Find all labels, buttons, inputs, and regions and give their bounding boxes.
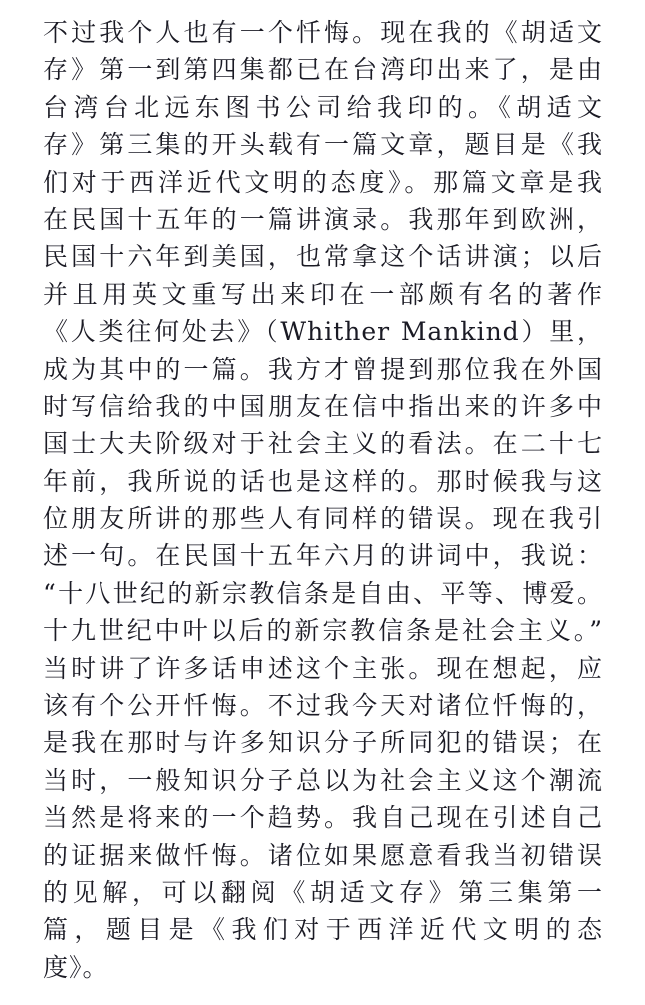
text-line: 度》。 [43,952,109,982]
article-body [43,14,603,986]
text-line: 不过我个人也有一个忏悔。现在我的《胡适文 [43,18,603,47]
text-line: 是我在那时与许多知识分子所同犯的错误；在 [43,728,603,758]
text-line: 《人类往何处去》（Whither Mankind）里， [43,317,603,347]
text-line: 时写信给我的中国朋友在信中指出来的许多中 [43,391,603,421]
text-line: 存》第三集的开头载有一篇文章，题目是《我 [43,130,603,160]
text-line: 的证据来做忏悔。诸位如果愿意看我当初错误 [43,840,603,870]
text-line: 成为其中的一篇。我方才曾提到那位我在外国 [43,354,603,384]
text-line: 存》第一到第四集都已在台湾印出来了，是由 [43,55,603,85]
text-line: 当然是将来的一个趋势。我自己现在引述自己 [43,803,603,833]
text-line: 位朋友所讲的那些人有同样的错误。现在我引 [43,504,603,534]
text-line: 年前，我所说的话也是这样的。那时候我与这 [43,466,603,496]
text-line: 台湾台北远东图书公司给我印的。《胡适文 [43,92,603,122]
text-line: 们对于西洋近代文明的态度》。那篇文章是我 [43,167,603,197]
text-line: 在民国十五年的一篇讲演录。我那年到欧洲， [43,204,603,234]
text-line: 十九世纪中叶以后的新宗教信条是社会主义。” [43,616,603,646]
text-line: 当时讲了许多话申述这个主张。现在想起，应 [43,653,603,683]
text-line: 篇，题目是《我们对于西洋近代文明的态 [43,915,603,945]
text-line: 当时，一般知识分子总以为社会主义这个潮流 [43,765,603,795]
text-line: 国士大夫阶级对于社会主义的看法。在二十七 [43,429,603,459]
text-line: 民国十六年到美国，也常拿这个话讲演；以后 [43,242,603,272]
text-line: “十八世纪的新宗教信条是自由、平等、博爱。 [43,578,603,608]
text-line: 述一句。在民国十五年六月的讲词中，我说： [43,541,603,571]
text-line: 该有个公开忏悔。不过我今天对诸位忏悔的， [43,691,603,721]
text-line: 的见解，可以翻阅《胡适文存》第三集第一 [43,877,603,907]
text-line: 并且用英文重写出来印在一部颇有名的著作 [43,279,603,309]
